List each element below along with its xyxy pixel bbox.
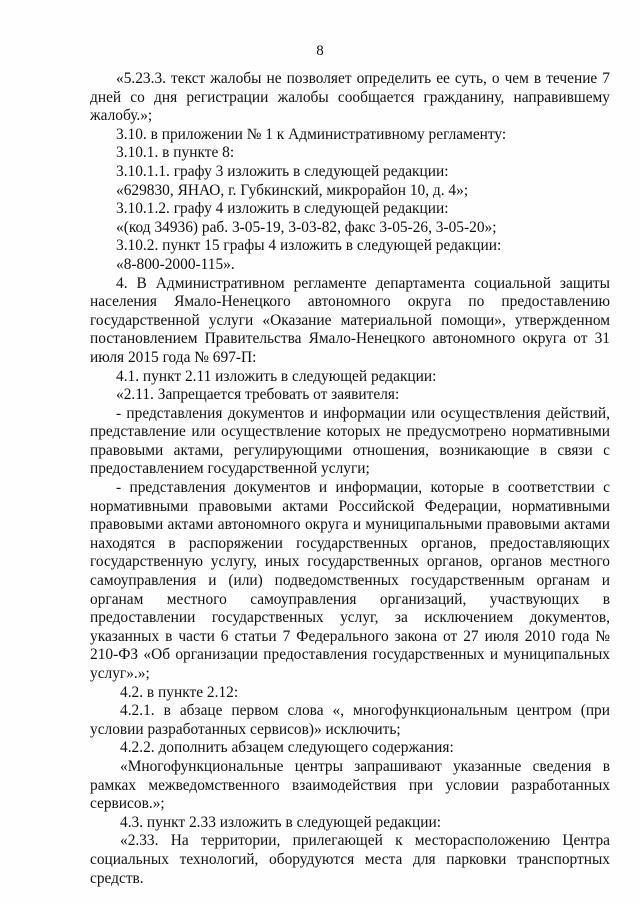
paragraph-3-10-2: 3.10.2. пункт 15 графы 4 изложить в следующей редакции:: [116, 237, 502, 255]
paragraph-4-2-1: 4.2.1. в абзаце первом слова «, многофункциональным центром (при условии разработанных сервисов)» исключить;: [90, 702, 610, 738]
paragraph-3-10: 3.10. в приложении № 1 к Административному регламенту:: [116, 125, 507, 143]
paragraph-address-quote: «629830, ЯНАО, г. Губкинский, микрорайон 10, д. 4»;: [116, 181, 469, 199]
paragraph-hotline-quote: «8-800-2000-115».: [116, 255, 235, 273]
paragraph-4-2-2: 4.2.2. дополнить абзацем следующего содержания:: [120, 739, 454, 757]
paragraph-4: 4. В Административном регламенте департамента социальной защиты населения Ямало-Ненецкого автономного округа по предоставлению государственной услуги «Оказание материальной помощи», утвержденном постановлением Правительства Ямало-Ненецкого автономного округа от 31 июля 2015 года № 697-П:: [90, 274, 610, 366]
paragraph-phone-quote: «(код 34936) раб. 3-05-19, 3-03-82, факс 3-05-26, 3-05-20»;: [116, 218, 497, 236]
paragraph-4-3: 4.3. пункт 2.33 изложить в следующей редакции:: [120, 813, 441, 831]
paragraph-3-10-1-1: 3.10.1.1. графу 3 изложить в следующей редакции:: [116, 162, 449, 180]
paragraph-3-10-1: 3.10.1. в пункте 8:: [116, 144, 235, 162]
paragraph-5-23-3: «5.23.3. текст жалобы не позволяет определить ее суть, о чем в течение 7 дней со дня регистрации жалобы сообщается гражданину, направившему жалобу.»;: [90, 70, 610, 125]
document-body: [90, 70, 610, 888]
paragraph-2-11: «2.11. Запрещается требовать от заявителя:: [116, 386, 400, 404]
paragraph-2-33: «2.33. На территории, прилегающей к месторасположению Центра социальных технологий, оборудуются места для парковки транспортных средств.: [90, 832, 610, 887]
paragraph-prohibition-2: - представления документов и информации, которые в соответствии с нормативными правовыми актами Российской Федерации, нормативными правовыми актами автономного округа и муниципальными правовыми актами находятся в распоряжении государственных органов, предоставляющих государственную услугу, иных государственных органов, органов местного самоуправления и (или) подведомственных государственным органам и органам местного самоуправления организаций, участвующих в предоставлении государственных услуг, за исключением документов, указанных в части 6 статьи 7 Федерального закона от 27 июля 2010 года № 210-ФЗ «Об организации предоставления государственных и муниципальных услуг».»;: [90, 479, 610, 682]
paragraph-mfc-quote: «Многофункциональные центры запрашивают указанные сведения в рамках межведомственного взаимодействия при условии разработанных сервисов.»;: [90, 757, 610, 813]
paragraph-3-10-1-2: 3.10.1.2. графу 4 изложить в следующей редакции:: [116, 200, 449, 218]
paragraph-4-2: 4.2. в пункте 2.12:: [120, 683, 239, 701]
paragraph-4-1: 4.1. пункт 2.11 изложить в следующей редакции:: [116, 367, 437, 385]
paragraph-prohibition-1: - представления документов и информации или осуществления действий, представление или осуществление которых не предусмотрено нормативными правовыми актами, регулирующими отношения, возникающие в связи с предоставлением государственной услуги;: [90, 404, 610, 478]
page-number: 8: [316, 43, 324, 59]
